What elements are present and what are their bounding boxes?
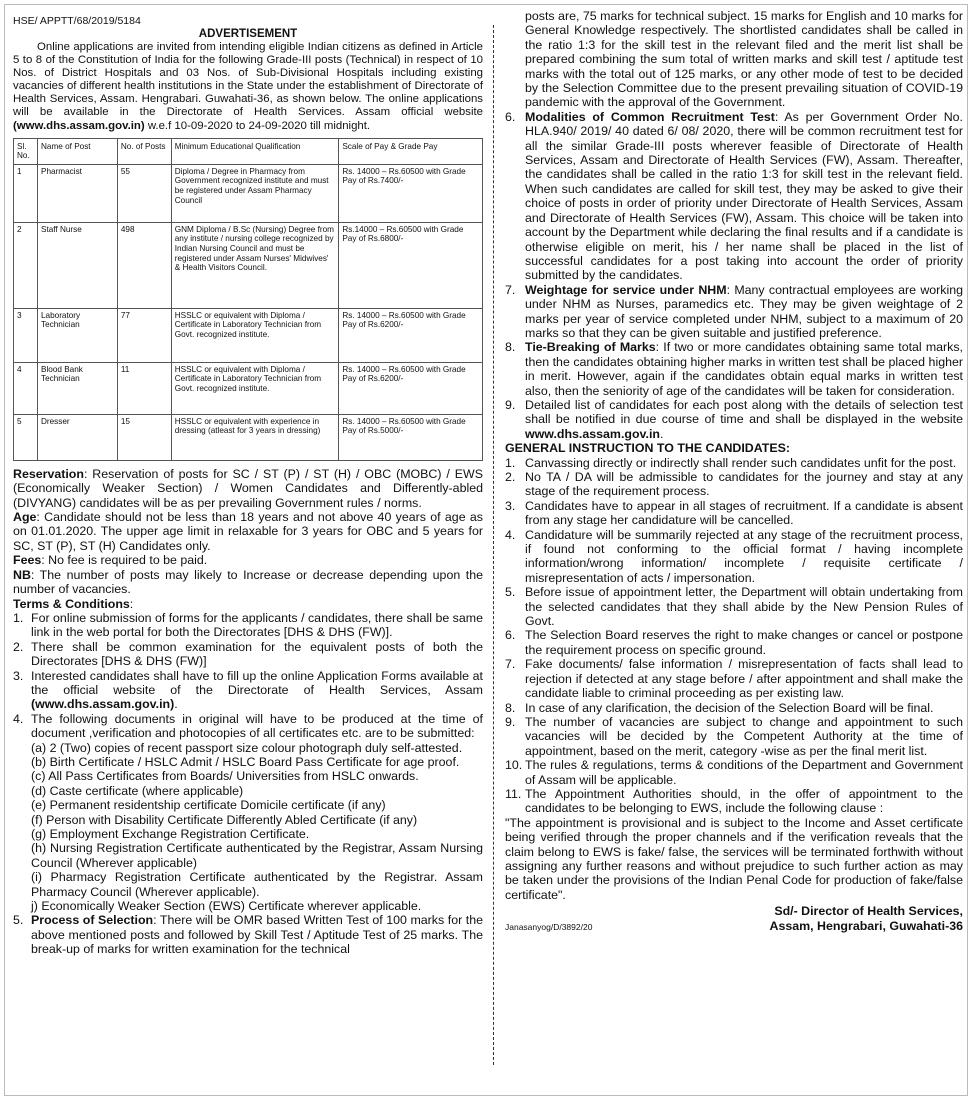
cell-count: 55	[117, 164, 171, 222]
list-item: 7. Weightage for service under NHM: Many contractual employees are working under NHM as Nurses, paramedics etc. They may be given weightage of 2 marks per year of service completed under NHM, subject to a maximum of 20 marks so that they can be given suitable and justified preference.	[505, 282, 964, 340]
signature-block	[505, 904, 963, 934]
list-item: 5. Process of Selection: There will be OMR based Written Test of 100 marks for the above mentioned posts and followed by Skill Test / Aptitude Test of 25 marks. The break-up of marks for written examination for the technical	[13, 913, 483, 957]
cell-qualification: HSSLC or equivalent with Diploma / Certificate in Laboratory Technician from Govt. recognized institute.	[171, 308, 339, 362]
cell-post: Laboratory Technician	[37, 308, 117, 362]
document-item: (c) All Pass Certificates from Boards/ Universities from HSLC onwards.	[31, 769, 419, 784]
right-column	[505, 9, 963, 934]
signature-line-1: Sd/- Director of Health Services,	[774, 904, 963, 919]
cell-sl: 3	[14, 308, 38, 362]
reservation-label: Reservation	[13, 466, 84, 481]
list-item: 4. The following documents in original will have to be produced at the time of document ,verification and photocopies of all certificates etc. are to be submitted:	[13, 711, 483, 741]
fees-text: : No fee is required to be paid.	[41, 553, 208, 568]
general-instructions-list	[505, 456, 963, 816]
age-paragraph	[13, 510, 483, 553]
conditions-section	[13, 467, 483, 957]
header-count: No. of Posts	[117, 138, 171, 164]
list-item: 8. In case of any clarification, the decision of the Selection Board will be final.	[505, 700, 934, 715]
document-item: (e) Permanent residentship certificate Domicile certificate (if any)	[31, 798, 386, 813]
header-qualification: Minimum Educational Qualification	[171, 138, 339, 164]
tie-breaking-label: Tie-Breaking of Marks	[525, 340, 656, 355]
intro-text: Online applications are invited from intending eligible Indian citizens as defined in Article 5 to 8 of the Constitution of India for the following Grade-III posts (Technical) in respect of 10 Nos. of District Hospitals and 03 Nos. of Sub-Divisional Hospitals including existing vacancies of different health institutions in the State under the establishment of Directorate of Health Services, Assam. Hengrabari. Guwahati-36, as shown below. The online applications will be available in the Directorate of Health Services. Assam official website	[13, 41, 483, 119]
document-item: (a) 2 (Two) copies of recent passport size colour photograph duly self-attested.	[31, 740, 463, 755]
reference-number: HSE/ APPTT/68/2019/5184	[13, 15, 141, 27]
terms-list	[13, 611, 483, 741]
ews-clause-quote: "The appointment is provisional and is subject to the Income and Asset certificate being verified through the proper channels and if the verification reveals that the claim belong to EWS is fake/ false, the services will be terminated forthwith without assigning any further reasons and without prejudice to such further action as may be taken under the provisions of the Indian Penal Code for production of fake/false certificate".	[505, 815, 963, 902]
list-item: 10. The rules & regulations, terms & conditions of the Department and Government of Assam will be applicable.	[505, 758, 963, 787]
list-item: 2. There shall be common examination for the equivalent posts of both the Directorates [DHS & DHS (FW)]	[13, 639, 483, 669]
cell-sl: 4	[14, 362, 38, 414]
cell-pay: Rs. 14000 – Rs.60500 with Grade Pay of Rs.6200/-	[339, 308, 483, 362]
cell-pay: Rs. 14000 – Rs.60500 with Grade Pay of Rs.5000/-	[339, 414, 483, 460]
cell-pay: Rs.14000 – Rs.60500 with Grade Pay of Rs.6800/-	[339, 222, 483, 308]
posts-table	[13, 138, 483, 461]
results-website: www.dhs.assam.gov.in	[525, 426, 660, 441]
terms-website: (www.dhs.assam.gov.in)	[31, 697, 175, 712]
cell-pay: Rs. 14000 – Rs.60500 with Grade Pay of Rs.6200/-	[339, 362, 483, 414]
list-item: 3. Candidates have to appear in all stages of recruitment. If a candidate is absent from any stage her candidature will be cancelled.	[505, 498, 963, 528]
fees-label: Fees	[13, 553, 42, 568]
terms-list-continued	[13, 913, 483, 956]
nb-paragraph	[13, 568, 483, 597]
list-item: 9. The number of vacancies are subject to change and appointment to such vacancies will be decided by the Competent Authority at the time of appointment, based on the merit, category -wise as per the final merit list.	[505, 714, 963, 758]
document-item: j) Economically Weaker Section (EWS) Certificate wherever applicable.	[31, 899, 422, 914]
intro-dates: w.e.f 10-09-2020 to 24-09-2020 till midnight.	[147, 119, 371, 132]
terms-heading: Terms & Conditions:	[13, 596, 134, 611]
list-item: 11. The Appointment Authorities should, in the offer of appointment to the candidates to be belonging to EWS, include the following clause :	[505, 786, 963, 816]
reservation-paragraph	[13, 467, 483, 510]
cell-sl: 1	[14, 164, 38, 222]
list-item: 9. Detailed list of candidates for each post along with the details of selection test shall be notified in due course of time and shall be displayed in the website www.dhs.assam.gov.in.	[505, 397, 963, 441]
column-divider	[493, 25, 494, 1065]
list-item: 7. Fake documents/ false information / misrepresentation of facts shall lead to rejection if detected at any stage before / after appointment and shall make the candidate liable to criminal proceeding as per existing law.	[505, 657, 963, 701]
document-item: (d) Caste certificate (where applicable)	[31, 783, 244, 798]
cell-count: 498	[117, 222, 171, 308]
document-item: (f) Person with Disability Certificate Differently Abled Certificate (if any)	[31, 812, 418, 827]
left-column	[13, 15, 483, 957]
fees-paragraph	[13, 553, 483, 567]
weightage-label: Weightage for service under NHM	[525, 282, 727, 297]
list-item: 1. For online submission of forms for the applicants / candidates, there shall be same link in the web portal for both the Directorates [DHS & DHS (FW)].	[13, 610, 483, 640]
cell-qualification: Diploma / Degree in Pharmacy from Government recognized institute and must be registered under Assam Pharmacy Council	[171, 164, 339, 222]
selection-process-continued: posts are, 75 marks for technical subject. 15 marks for English and 10 marks for General Knowledge respectively. The shortlisted candidates shall be called in the ratio 1:3 for the skill test in the relevant filed and the merit list shall be prepared combining the sum total of written marks and skill test / aptitude test marks with the total out of 125 marks, or any other mode of test to be decided by the Selection Committee due to the present prevailing situation of COVID-19 pandemic with the approval of the Government.	[525, 9, 963, 110]
cell-qualification: HSSLC or equivalent with Diploma / Certificate in Laboratory Technician from Govt. recognized institute.	[171, 362, 339, 414]
cell-pay: Rs. 14000 – Rs.60500 with Grade Pay of Rs.7400/-	[339, 164, 483, 222]
job-number: Janasanyog/D/3892/20	[505, 921, 593, 932]
cell-count: 77	[117, 308, 171, 362]
selection-process-label: Process of Selection	[31, 913, 154, 928]
list-item: 4. Candidature will be summarily rejected at any stage of the recruitment process, if found not conforming to the official format / having incomplete information/wrong information/ incomplete / requisite certificate / misrepresentation of acts / impersonation.	[505, 527, 963, 585]
table-row	[14, 164, 483, 222]
cell-count: 11	[117, 362, 171, 414]
nb-text: : The number of posts may likely to Increase or decrease depending upon the number of vacancies.	[13, 567, 483, 597]
posts-table-header	[14, 138, 483, 164]
advertisement-title: ADVERTISEMENT	[198, 28, 298, 40]
general-instructions-heading: GENERAL INSTRUCTION TO THE CANDIDATES:	[505, 441, 790, 456]
intro-paragraph	[13, 41, 483, 133]
nb-label: NB	[13, 567, 31, 582]
signature-line-2: Assam, Hengrabari, Guwahati-36	[769, 919, 963, 934]
cell-post: Staff Nurse	[37, 222, 117, 308]
list-item: 6. The Selection Board reserves the right to make changes or cancel or postpone the requirement process on specific ground.	[505, 628, 963, 657]
cell-post: Dresser	[37, 414, 117, 460]
age-text: : Candidate should not be less than 18 years and not above 40 years of age as on 01.01.2020. The upper age limit in relaxable for 3 years for OBC and 5 years for SC, ST (P), ST (H) Candidates only.	[13, 510, 483, 553]
list-item: 5. Before issue of appointment letter, the Department will obtain undertaking from the selected candidates that they shall abide by the New Pension Rules of Govt.	[505, 585, 963, 629]
header-pay: Scale of Pay & Grade Pay	[339, 138, 483, 164]
list-item: 1. Canvassing directly or indirectly shall render such candidates unfit for the post.	[505, 455, 957, 470]
list-item: 2. No TA / DA will be admissible to candidates for the journey and stay at any stage of the requirement process.	[505, 470, 963, 499]
advertisement-page	[4, 4, 968, 1096]
cell-qualification: HSSLC or equivalent with experience in dressing (atleast for 3 years in dressing)	[171, 414, 339, 460]
terms-list-right	[505, 110, 963, 441]
header-sl: Sl. No.	[14, 138, 38, 164]
list-item: 3. Interested candidates shall have to fill up the online Application Forms available at the official website of the Directorate of Health Services, Assam (www.dhs.assam.gov.in).	[13, 668, 483, 712]
cell-count: 15	[117, 414, 171, 460]
cell-post: Pharmacist	[37, 164, 117, 222]
document-item: (i) Pharmacy Registration Certificate authenticated by the Registrar. Assam Pharmacy Council (Wherever applicable).	[31, 870, 483, 899]
document-item: (g) Employment Exchange Registration Certificate.	[31, 827, 310, 841]
header-post: Name of Post	[37, 138, 117, 164]
table-row	[14, 222, 483, 308]
reservation-text: : Reservation of posts for SC / ST (P) / ST (H) / OBC (MOBC) / EWS (Economically Weaker Section) / Women Candidates and Differently-abled (DIVYANG) candidates will be as per prevailing Government rules / norms.	[13, 466, 483, 510]
age-label: Age	[13, 510, 37, 525]
document-list	[13, 741, 483, 914]
document-item: (h) Nursing Registration Certificate authenticated by the Registrar, Assam Nursing Council (Wherever applicable)	[31, 841, 483, 870]
table-row	[14, 362, 483, 414]
table-row	[14, 308, 483, 362]
cell-sl: 5	[14, 414, 38, 460]
list-item: 8. Tie-Breaking of Marks: If two or more candidates obtaining same total marks, then the candidates obtaining higher marks in written test shall be placed higher in merit. However, again if the candidates obtain equal marks in written test also, then the seniority of age of the candidates will be taken for consideration.	[505, 340, 963, 398]
list-item: 6. Modalities of Common Recruitment Test: As per Government Order No. HLA.940/ 2019/ 40 dated 6/ 08/ 2020, there will be common recruitment test for all the similar Grade-III posts wherever feasible of Directorate of Health Services, Assam and Directorate of Health Services (FW), Assam. Thereafter, the candidates shall be called in the ratio 1:3 for skill test in the relevant field. When such candidates are called for skill test, they may be asked to give their choice of posts in order of priority under Directorate of Health Services, Assam and Directorate of Health Services (FW), Assam. This choice will be taken into account by the Department while declaring the final results and if a candidate is otherwise eligible on merit, his / her name shall be placed in the list of successful candidates for a post taking into account the order of priority submitted by the candidates.	[505, 109, 963, 283]
cell-qualification: GNM Diploma / B.Sc (Nursing) Degree from any institute / nursing college recognized by Indian Nursing Council and must be registered under Assam Nurses' Midwives' & Health Visitors Council.	[171, 222, 339, 308]
cell-post: Blood Bank Technician	[37, 362, 117, 414]
table-row	[14, 414, 483, 460]
modalities-label: Modalities of Common Recruitment Test	[525, 109, 775, 124]
cell-sl: 2	[14, 222, 38, 308]
intro-website: (www.dhs.assam.gov.in)	[13, 119, 145, 132]
document-item: (b) Birth Certificate / HSLC Admit / HSLC Board Pass Certificate for age proof.	[31, 754, 460, 769]
